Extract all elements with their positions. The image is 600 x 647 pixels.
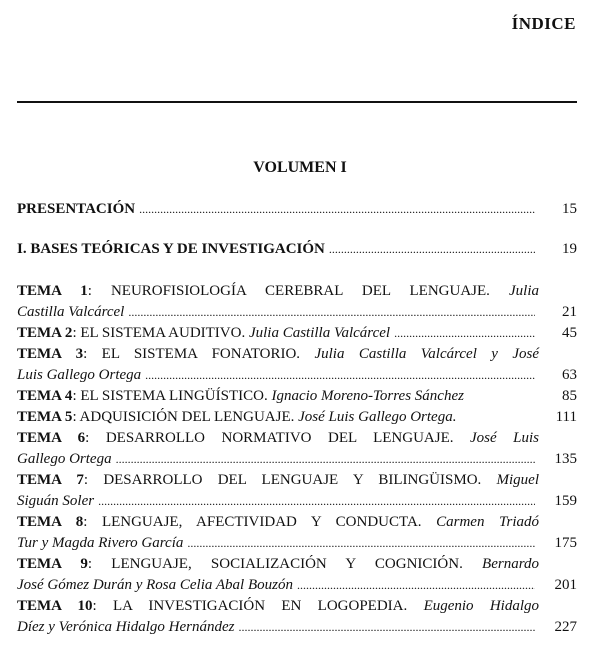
- tema-title: DESARROLLO DEL LENGUAJE Y BILINGÜISMO.: [103, 472, 482, 488]
- volume-title: VOLUMEN I: [253, 159, 347, 176]
- tema-title: EL SISTEMA FONATORIO.: [101, 346, 301, 362]
- page-number: 63: [562, 367, 577, 383]
- page-number: 201: [554, 577, 577, 593]
- tema-author: José Luis: [470, 430, 539, 446]
- tema-author: Carmen Triadó: [436, 514, 539, 530]
- page-number: 45: [562, 325, 577, 341]
- page-header-title: ÍNDICE: [511, 14, 576, 33]
- tema-author: Ignacio Moreno-Torres Sánchez: [271, 388, 464, 404]
- page-number: 135: [554, 451, 577, 467]
- tema-author-cont: Tur y Magda Rivero García: [17, 535, 184, 551]
- tema-author-cont: José Gómez Durán y Rosa Celia Abal Bouzón: [17, 577, 293, 593]
- dot-leader: [394, 323, 535, 344]
- dot-leader: [128, 302, 535, 323]
- page-number: 111: [555, 409, 577, 425]
- dot-leader: [238, 617, 535, 638]
- tema-number: TEMA 5: [17, 409, 73, 425]
- tema-author-cont: Luis Gallego Ortega: [17, 367, 142, 383]
- page-number: 15: [562, 201, 577, 217]
- tema-number: TEMA 6: [17, 430, 86, 446]
- tema-number: TEMA 9: [17, 556, 88, 572]
- tema-author-cont: Castilla Valcárcel: [17, 304, 125, 320]
- toc-entry-tema-4[interactable]: TEMA 4: EL SISTEMA LINGÜÍSTICO. Ignacio Moreno-Torres Sánchez 85: [17, 386, 577, 407]
- tema-number: TEMA 10: [17, 598, 93, 614]
- toc-entry-tema-10[interactable]: TEMA 10: LA INVESTIGACIÓN EN LOGOPEDIA. Eugenio Hidalgo Díez y Verónica Hidalgo Hernández ..... 227: [17, 596, 577, 638]
- tema-author: Eugenio Hidalgo: [423, 598, 540, 614]
- toc-entry-tema-2[interactable]: TEMA 2: EL SISTEMA AUDITIVO. Julia Castilla Valcárcel ..... 45: [17, 323, 577, 344]
- dot-leader: [329, 242, 535, 257]
- toc-entry-tema-6[interactable]: TEMA 6: DESARROLLO NORMATIVO DEL LENGUAJE. José Luis Gallego Ortega ..... 135: [17, 428, 577, 470]
- tema-author: Miguel: [496, 472, 540, 488]
- tema-number: TEMA 8: [17, 514, 84, 530]
- section-label: I. BASES TEÓRICAS Y DE INVESTIGACIÓN: [17, 241, 325, 257]
- dot-leader: [145, 365, 535, 386]
- tema-author: Julia Castilla Valcárcel: [248, 325, 391, 341]
- toc-entry-tema-1[interactable]: TEMA 1: NEUROFISIOLOGÍA CEREBRAL DEL LENGUAJE. Julia Castilla Valcárcel ..... 21: [17, 281, 577, 323]
- page-number: 19: [562, 241, 577, 257]
- toc-entry-tema-8[interactable]: TEMA 8: LENGUAJE, AFECTIVIDAD Y CONDUCTA. Carmen Triadó Tur y Magda Rivero García ..... 175: [17, 512, 577, 554]
- dot-leader: [116, 449, 535, 470]
- tema-author-cont: Gallego Ortega: [17, 451, 112, 467]
- page-number: 227: [554, 619, 577, 635]
- tema-title: NEUROFISIOLOGÍA CEREBRAL DEL LENGUAJE.: [110, 283, 490, 299]
- tema-author: Julia: [509, 283, 539, 299]
- tema-author-cont: Díez y Verónica Hidalgo Hernández: [17, 619, 235, 635]
- dot-leader: [297, 575, 535, 596]
- tema-title: LA INVESTIGACIÓN EN LOGOPEDIA.: [112, 598, 408, 614]
- tema-title: ADQUISICIÓN DEL LENGUAJE.: [79, 409, 295, 425]
- tema-author: Julia Castilla Valcárcel y José: [314, 346, 539, 362]
- toc-entry-tema-7[interactable]: TEMA 7: DESARROLLO DEL LENGUAJE Y BILINGÜISMO. Miguel Siguán Soler ..... 159: [17, 470, 577, 512]
- toc-section-presentacion[interactable]: [17, 201, 577, 218]
- tema-title: EL SISTEMA LINGÜÍSTICO.: [80, 388, 268, 404]
- tema-title: EL SISTEMA AUDITIVO.: [80, 325, 246, 341]
- header-divider: [17, 101, 577, 103]
- dot-leader: [98, 491, 535, 512]
- section-label: PRESENTACIÓN: [17, 201, 136, 217]
- tema-number: TEMA 7: [17, 472, 84, 488]
- page-number: 21: [562, 304, 577, 320]
- tema-number: TEMA 3: [17, 346, 84, 362]
- page-number: 159: [554, 493, 577, 509]
- toc-entry-tema-9[interactable]: TEMA 9: LENGUAJE, SOCIALIZACIÓN Y COGNICIÓN. Bernardo José Gómez Durán y Rosa Celia Abal Bouzón ..... 201: [17, 554, 577, 596]
- tema-author: Bernardo: [482, 556, 539, 572]
- tema-number: TEMA 4: [17, 388, 73, 404]
- dot-leader: [187, 533, 535, 554]
- page-number: 175: [554, 535, 577, 551]
- page-number: 85: [562, 388, 577, 404]
- tema-title: DESARROLLO NORMATIVO DEL LENGUAJE.: [105, 430, 454, 446]
- toc-entry-tema-5[interactable]: TEMA 5: ADQUISICIÓN DEL LENGUAJE. José Luis Gallego Ortega. 111: [17, 407, 577, 428]
- tema-author-cont: Siguán Soler: [17, 493, 95, 509]
- toc-entry-tema-3[interactable]: TEMA 3: EL SISTEMA FONATORIO. Julia Castilla Valcárcel y José Luis Gallego Ortega ..... 63: [17, 344, 577, 386]
- toc-section-bases[interactable]: [17, 241, 577, 258]
- tema-number: TEMA 2: [17, 325, 73, 341]
- tema-title: LENGUAJE, SOCIALIZACIÓN Y COGNICIÓN.: [111, 556, 463, 572]
- tema-number: TEMA 1: [17, 283, 88, 299]
- tema-title: LENGUAJE, AFECTIVIDAD Y CONDUCTA.: [101, 514, 422, 530]
- dot-leader: [139, 202, 535, 217]
- tema-author: José Luis Gallego Ortega.: [298, 409, 457, 425]
